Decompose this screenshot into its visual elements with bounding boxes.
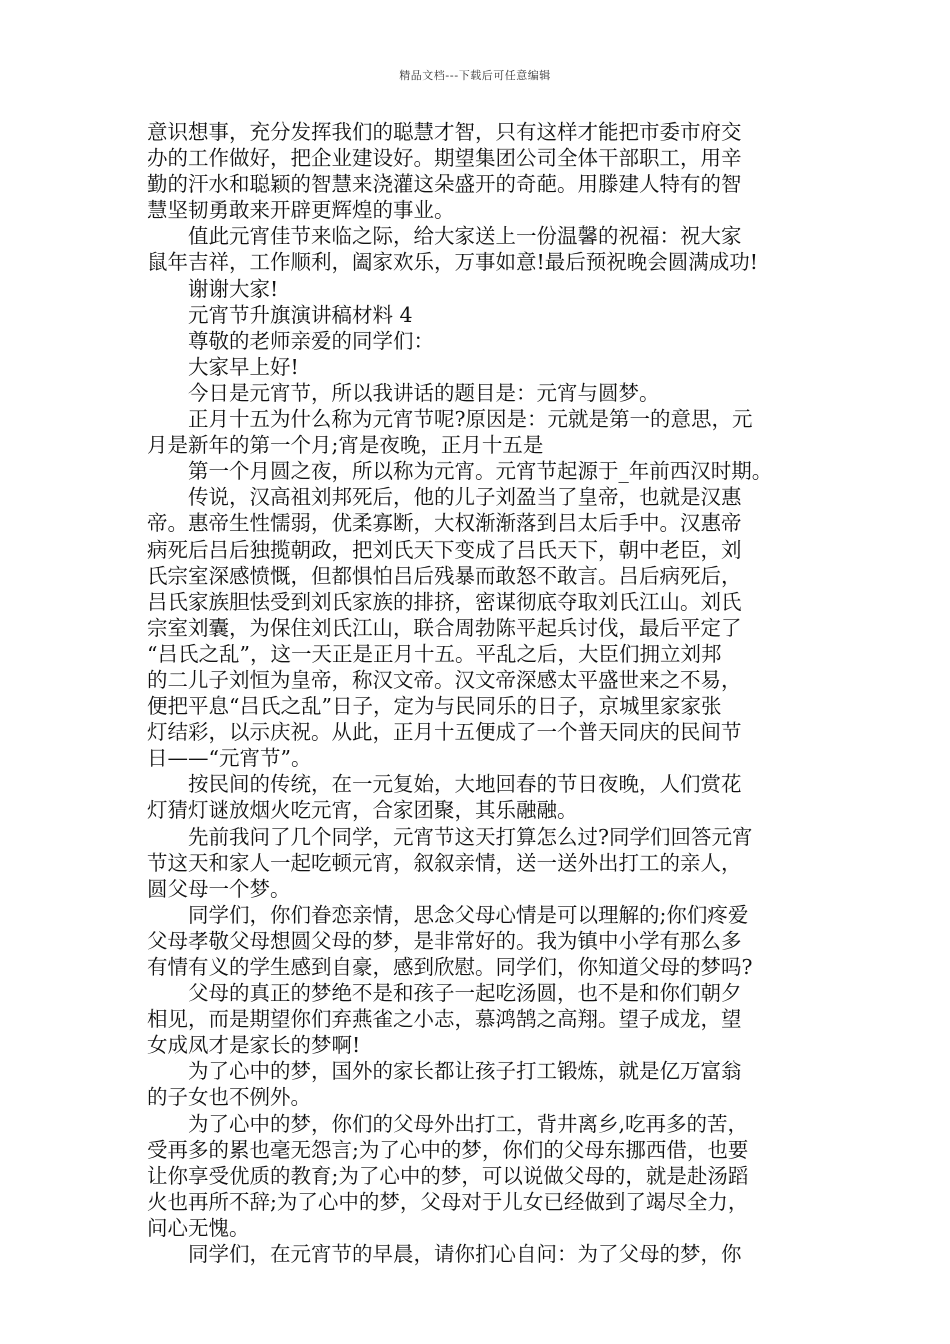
text-line: 吕氏家族胆怯受到刘氏家族的排挤，密谋彻底夺取刘氏江山。刘氏: [147, 589, 742, 614]
text-line: 便把平息“吕氏之乱”日子，定为与民同乐的日子，京城里家家张: [147, 694, 722, 719]
text-line: 慧坚韧勇敢来开辟更辉煌的事业。: [147, 198, 455, 223]
text-line: 谢谢大家!: [188, 276, 279, 301]
text-line: 值此元宵佳节来临之际，给大家送上一份温馨的祝福：祝大家: [188, 224, 742, 249]
text-line: 勤的汗水和聪颖的智慧来浇灌这朵盛开的奇葩。用滕建人特有的智: [147, 172, 742, 197]
text-line: 意识想事，充分发挥我们的聪慧才智，只有这样才能把市委市府交: [147, 120, 742, 144]
text-line: 按民间的传统，在一元复始，大地回春的节日夜晚，人们赏花: [188, 772, 742, 797]
text-line: 大家早上好!: [188, 354, 299, 379]
document-body: [147, 119, 822, 1267]
text-line: “吕氏之乱”，这一天正是正月十五。平乱之后，大臣们拥立刘邦: [147, 641, 722, 666]
text-line: 的子女也不例外。: [147, 1085, 311, 1110]
text-line: 为了心中的梦，你们的父母外出打工，背井离乡,吃再多的苦，: [188, 1111, 749, 1136]
text-line: 氏宗室深感愤慨，但都惧怕吕后残暴而敢怒不敢言。吕后病死后，: [147, 563, 742, 588]
text-line: 的二儿子刘恒为皇帝，称汉文帝。汉文帝深感太平盛世来之不易，: [147, 667, 742, 692]
text-line: 同学们，你们眷恋亲情，思念父母心情是可以理解的;你们疼爱: [188, 902, 749, 927]
text-line: 为了心中的梦，国外的家长都让孩子打工锻炼，就是亿万富翁: [188, 1059, 742, 1084]
text-line: 病死后吕后独揽朝政，把刘氏天下变成了吕氏天下，朝中老臣，刘: [147, 537, 742, 562]
text-line: 宗室刘囊，为保住刘氏江山，联合周勃陈平起兵讨伐，最后平定了: [147, 615, 742, 640]
text-line: 第一个月圆之夜，所以称为元宵。元宵节起源于_年前西汉时期。: [188, 459, 773, 484]
text-line: 元宵节升旗演讲稿材料 4: [188, 302, 413, 327]
text-line: 日——“元宵节”。: [147, 746, 312, 771]
text-line: 尊敬的老师亲爱的同学们：: [188, 328, 434, 353]
text-line: 传说，汉高祖刘邦死后，他的儿子刘盈当了皇帝，也就是汉惠: [188, 485, 742, 510]
text-line: 先前我问了几个同学，元宵节这天打算怎么过?同学们回答元宵: [188, 824, 753, 849]
text-line: 让你享受优质的教育;为了心中的梦，可以说做父母的，就是赴汤蹈: [147, 1163, 749, 1188]
text-line: 今日是元宵节，所以我讲话的题目是：元宵与圆梦。: [188, 380, 660, 405]
text-line: 受再多的累也毫无怨言;为了心中的梦，你们的父母东挪西借，也要: [147, 1137, 749, 1162]
text-line: 有情有义的学生感到自豪，感到欣慰。同学们，你知道父母的梦吗?: [147, 955, 753, 979]
text-line: 圆父母一个梦。: [147, 876, 291, 901]
text-line: 同学们，在元宵节的早晨，请你扪心自问：为了父母的梦，你: [188, 1242, 742, 1267]
text-line: 问心无愧。: [147, 1215, 250, 1240]
text-line: 灯猜灯谜放烟火吃元宵，合家团聚，其乐融融。: [147, 798, 578, 823]
page-header: 精品文档---下载后可任意编辑: [399, 69, 551, 82]
text-line: 正月十五为什么称为元宵节呢?原因是：元就是第一的意思，元: [188, 407, 753, 432]
text-line: 女成凤才是家长的梦啊!: [147, 1033, 361, 1058]
text-line: 帝。惠帝生性懦弱，优柔寡断，大权渐渐落到吕太后手中。汉惠帝: [147, 511, 742, 536]
text-line: 相见，而是期望你们弃燕雀之小志，慕鸿鹄之高翔。望子成龙，望: [147, 1007, 742, 1032]
text-line: 鼠年吉祥，工作顺利，阖家欢乐，万事如意!最后预祝晚会圆满成功!: [147, 250, 758, 275]
text-line: 办的工作做好，把企业建设好。期望集团公司全体干部职工，用辛: [147, 146, 742, 171]
text-line: 父母孝敬父母想圆父母的梦，是非常好的。我为镇中小学有那么多: [147, 928, 742, 953]
text-line: 节这天和家人一起吃顿元宵，叙叙亲情，送一送外出打工的亲人，: [147, 850, 742, 875]
text-line: 灯结彩，以示庆祝。从此，正月十五便成了一个普天同庆的民间节: [147, 720, 742, 745]
text-line: 火也再所不辞;为了心中的梦，父母对于儿女已经做到了竭尽全力，: [147, 1189, 749, 1214]
text-line: 月是新年的第一个月;宵是夜晚，正月十五是: [147, 433, 544, 458]
text-line: 父母的真正的梦绝不是和孩子一起吃汤圆，也不是和你们朝夕: [188, 981, 742, 1006]
